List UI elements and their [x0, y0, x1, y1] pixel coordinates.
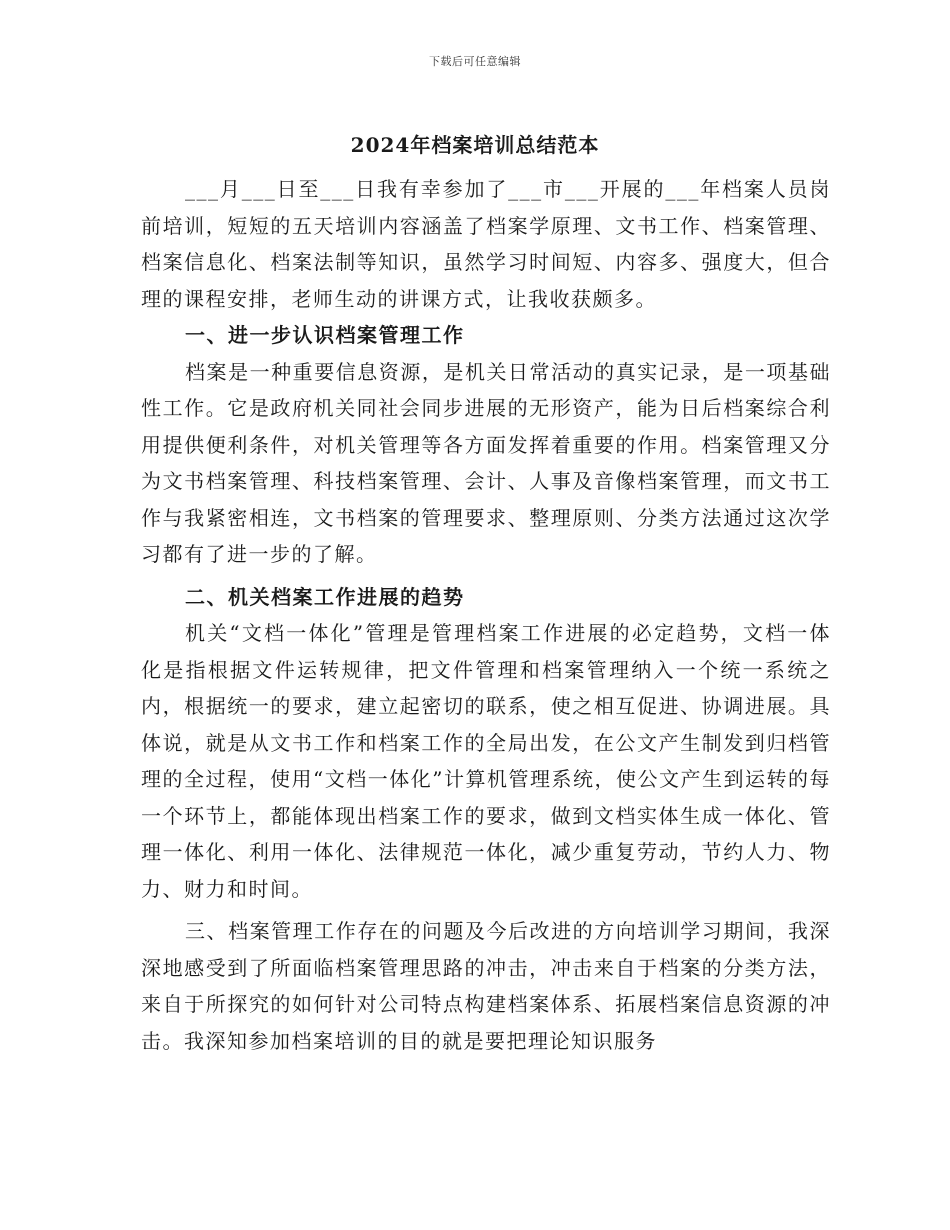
document-title: 2024年档案培训总结范本 — [350, 133, 600, 157]
section-3-paragraph: 三、档案管理工作存在的问题及今后改进的方向培训学习期间，我深深地感受到了所面临档案管理思路的冲击，冲击来自于档案的分类方法，来自于所探究的如何针对公司特点构建档案体系、拓展档案信息资源的冲击。我深知参加档案培训的目的就是要把理论知识服务 — [141, 919, 831, 1053]
section-1-heading: 一、进一步认识档案管理工作 — [185, 323, 465, 347]
document-body — [141, 171, 831, 1059]
section-2-heading: 二、机关档案工作进展的趋势 — [185, 584, 465, 609]
header-note: 下载后可任意编辑 — [429, 55, 521, 68]
intro-paragraph: ___月___日至___日我有幸参加了___市___开展的___年档案人员岗前培训，短短的五天培训内容涵盖了档案学原理、文书工作、档案管理、档案信息化、档案法制等知识，虽然学习时间短、内容多、强度大，但合理的课程安排，老师生动的讲课方式，让我收获颇多。 — [141, 177, 831, 311]
section-1-paragraph: 档案是一种重要信息资源，是机关日常活动的真实记录，是一项基础性工作。它是政府机关同社会同步进展的无形资产，能为日后档案综合利用提供便利条件，对机关管理等各方面发挥着重要的作用。档案管理又分为文书档案管理、科技档案管理、会计、人事及音像档案管理，而文书工作与我紧密相连，文书档案的管理要求、整理原则、分类方法通过这次学习都有了进一步的了解。 — [141, 359, 831, 566]
section-2-paragraph: 机关“文档一体化”管理是管理档案工作进展的必定趋势，文档一体化是指根据文件运转规律，把文件管理和档案管理纳入一个统一系统之内，根据统一的要求，建立起密切的联系，使之相互促进、协调进展。具体说，就是从文书工作和档案工作的全局出发，在公文产生制发到归档管理的全过程，使用“文档一体化”计算机管理系统，使公文产生到运转的每一个环节上，都能体现出档案工作的要求，做到文档实体生成一体化、管理一体化、利用一体化、法律规范一体化，减少重复劳动，节约人力、物力、财力和时间。 — [141, 621, 831, 901]
